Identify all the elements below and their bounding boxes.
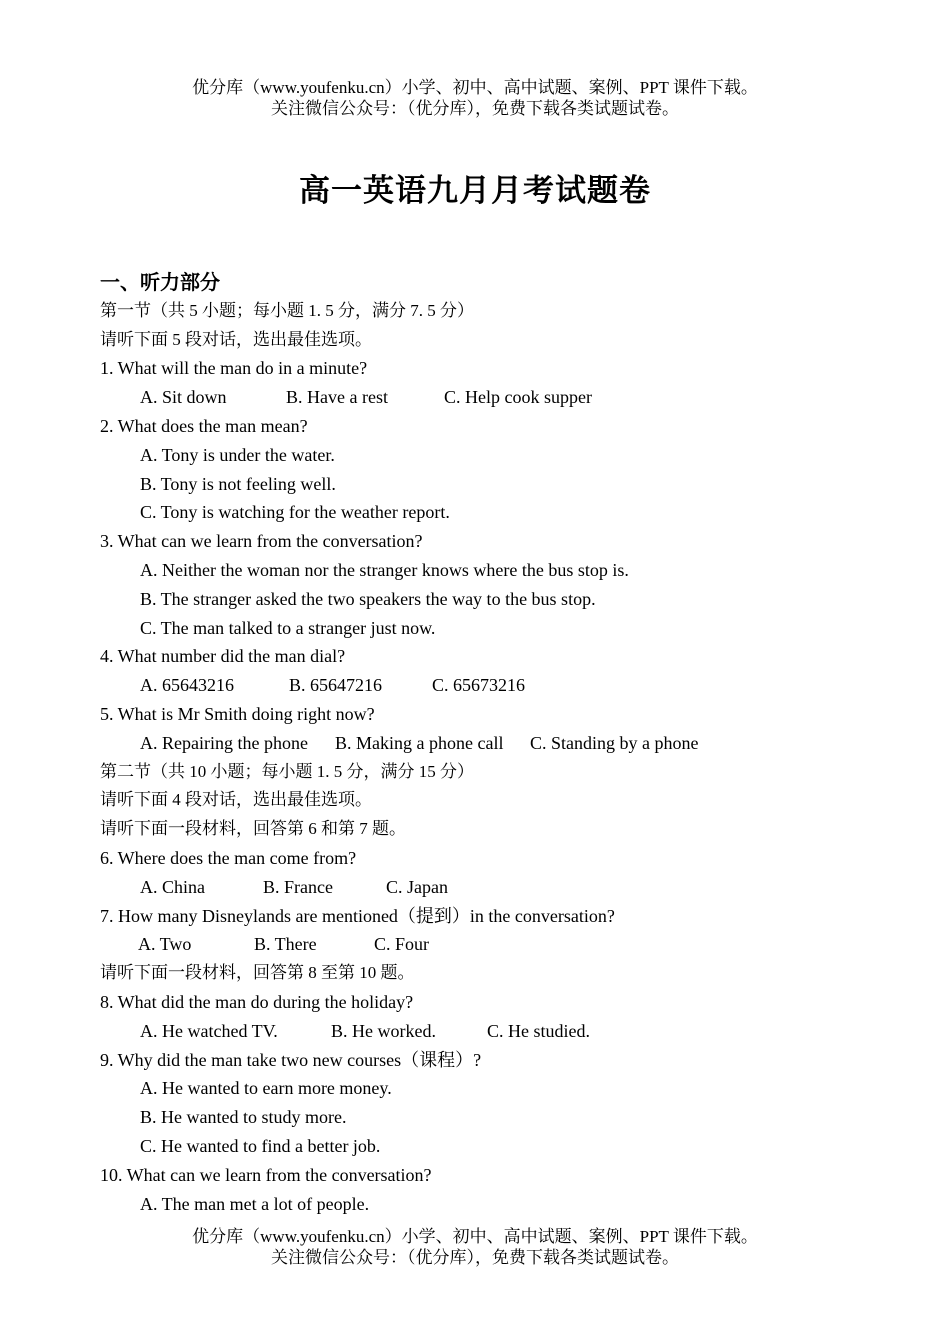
option-b: B. Tony is not feeling well. [140,473,336,494]
option-c: C. Help cook supper [444,387,592,408]
option-a: A. The man met a lot of people. [140,1193,370,1214]
header-line-2: 关注微信公众号：（优分库），免费下载各类试题试卷。 [271,99,679,118]
question-1-options [100,383,900,412]
option-a: A. Repairing the phone [140,732,308,753]
footer-line-1: 优分库（www.youfenku.cn）小学、初中、高中试题、案例、PPT 课件下载。 [192,1227,758,1246]
option-b: B. 65647216 [289,675,383,696]
page-title: 高一英语九月月考试题卷 [299,173,651,209]
footer-line-2: 关注微信公众号：（优分库），免费下载各类试题试卷。 [271,1248,679,1267]
option-a: A. Two [138,934,192,955]
question-10-stem: 10. What can we learn from the conversation? [100,1164,432,1185]
question-6-stem: 6. Where does the man come from? [100,847,357,868]
question-7-stem: 7. How many Disneylands are mentioned（提到）in the conversation? [100,905,615,926]
header-line-1: 优分库（www.youfenku.cn）小学、初中、高中试题、案例、PPT 课件下载。 [192,78,758,97]
question-9-stem: 9. Why did the man take two new courses（课程）? [100,1049,482,1070]
option-a: A. Tony is under the water. [140,444,335,465]
option-c: C. The man talked to a stranger just now. [140,617,436,638]
question-6-options [100,873,900,902]
option-b: B. Making a phone call [335,732,504,753]
option-a: A. He wanted to earn more money. [140,1078,392,1099]
part2-instruction: 请听下面 4 段对话，选出最佳选项。 [100,790,372,810]
part1-instruction: 请听下面 5 段对话，选出最佳选项。 [100,329,372,349]
option-a: A. China [140,876,205,897]
option-c: C. He studied. [487,1020,590,1041]
part1-info: 第一节（共 5 小题；每小题 1. 5 分，满分 7. 5 分） [100,300,474,320]
question-5-stem: 5. What is Mr Smith doing right now? [100,703,375,724]
option-c: C. Standing by a phone [530,732,699,753]
question-5-options [100,729,900,758]
passage-6-7-instruction: 请听下面一段材料，回答第 6 和第 7 题。 [100,819,406,839]
option-b: B. There [254,934,317,955]
part2-info: 第二节（共 10 小题；每小题 1. 5 分，满分 15 分） [100,761,474,781]
option-a: A. 65643216 [140,675,234,696]
option-c: C. Japan [386,876,448,897]
option-c: C. He wanted to find a better job. [140,1135,381,1156]
page-header [0,77,950,119]
question-4-stem: 4. What number did the man dial? [100,646,346,667]
option-a: A. He watched TV. [140,1020,278,1041]
question-8-options [100,1017,900,1046]
question-8-stem: 8. What did the man do during the holiday? [100,991,414,1012]
question-7-options [100,930,900,959]
option-b: B. He worked. [331,1020,436,1041]
question-4-options [100,671,900,700]
exam-content [100,268,900,1218]
option-a: A. Sit down [140,387,227,408]
question-2-stem: 2. What does the man mean? [100,415,308,436]
option-c: C. 65673216 [432,675,526,696]
option-b: B. The stranger asked the two speakers the way to the bus stop. [140,588,596,609]
section-heading: 一、听力部分 [100,270,220,294]
passage-8-10-instruction: 请听下面一段材料，回答第 8 至第 10 题。 [100,963,415,983]
question-3-stem: 3. What can we learn from the conversation? [100,531,423,552]
option-b: B. He wanted to study more. [140,1107,347,1128]
question-1-stem: 1. What will the man do in a minute? [100,358,368,379]
option-c: C. Tony is watching for the weather report. [140,502,450,523]
page-footer [0,1226,950,1268]
option-a: A. Neither the woman nor the stranger knows where the bus stop is. [140,559,629,580]
option-b: B. France [263,876,333,897]
option-c: C. Four [374,934,430,955]
option-b: B. Have a rest [286,387,388,408]
